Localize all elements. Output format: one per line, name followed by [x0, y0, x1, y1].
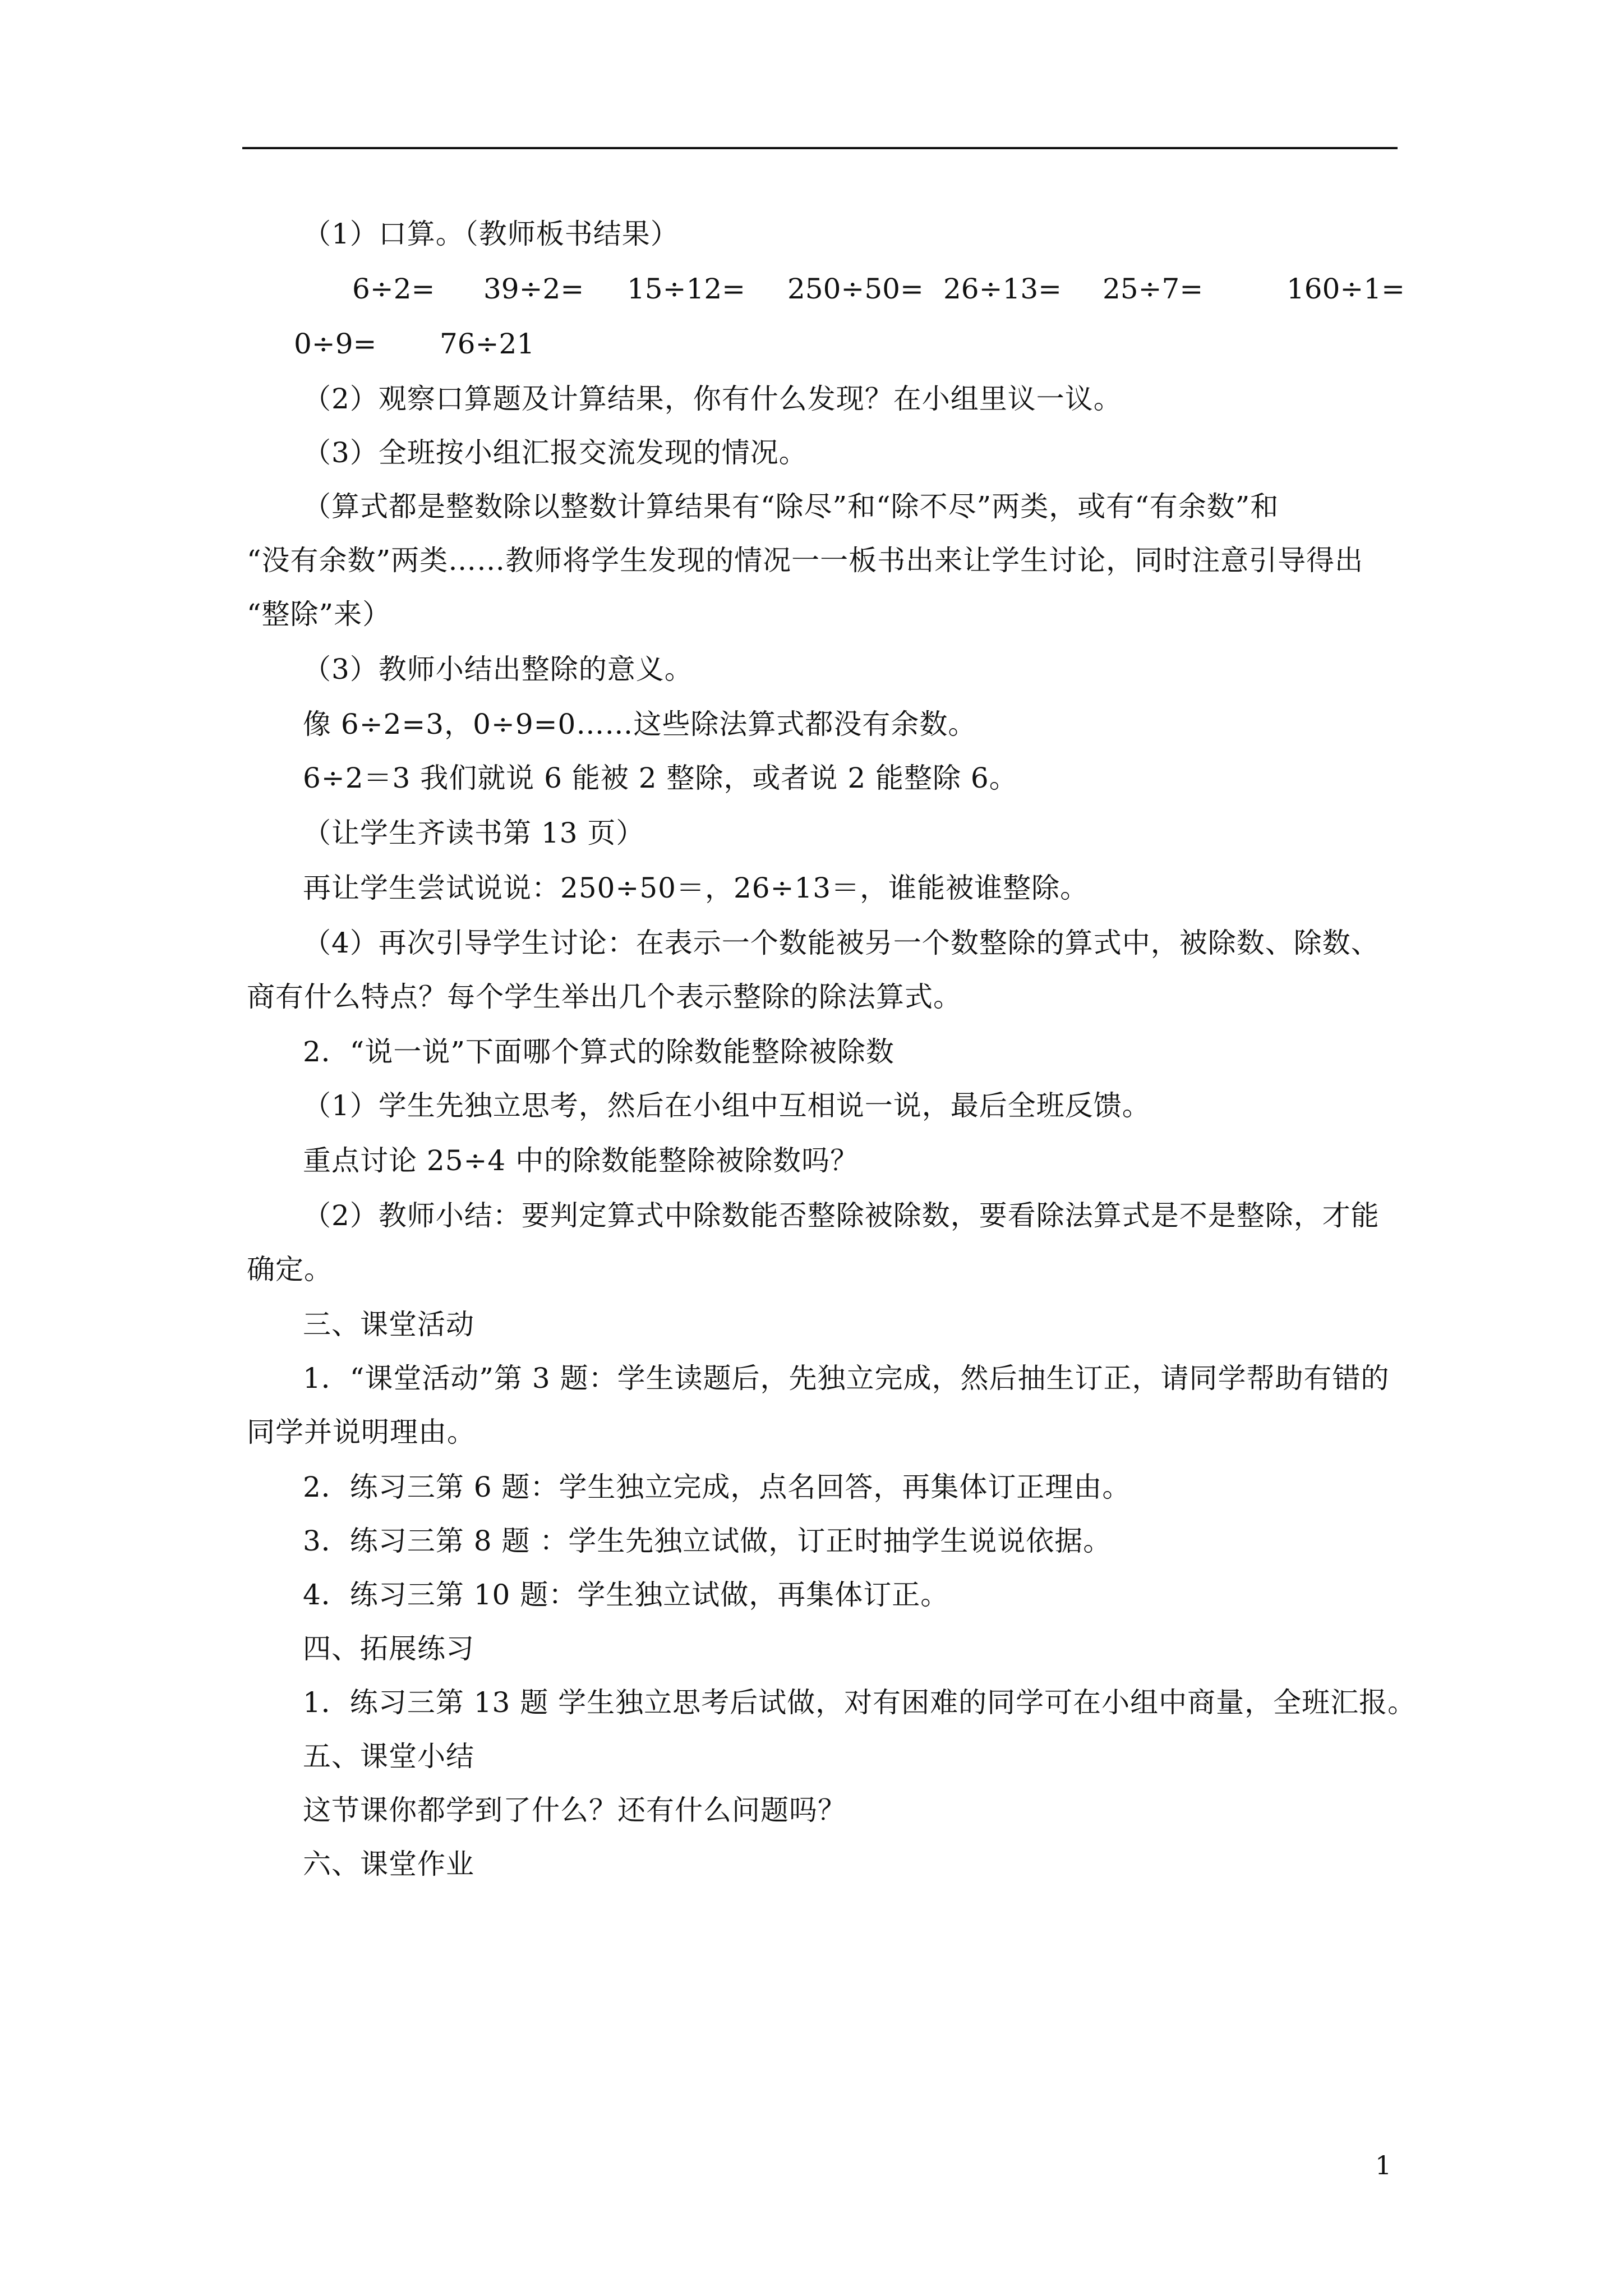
- text-line: （3）教师小结出整除的意义。: [303, 653, 693, 685]
- section-heading: 五、课堂小结: [303, 1740, 474, 1773]
- text-line: （2）教师小结：要判定算式中除数能否整除被除数，要看除法算式是不是整除，才能: [303, 1199, 1380, 1232]
- oral-expression: 76÷21: [440, 328, 535, 360]
- text-line: （2）观察口算题及计算结果，你有什么发现？在小组里议一议。: [303, 383, 1122, 415]
- text-line: （1）学生先独立思考，然后在小组中互相说一说，最后全班反馈。: [303, 1089, 1151, 1122]
- text-line: （3）全班按小组汇报交流发现的情况。: [303, 436, 808, 469]
- page-number: 1: [1375, 2150, 1392, 2180]
- text-line: （4）再次引导学生讨论：在表示一个数能被另一个数整除的算式中，被除数、除数、: [303, 927, 1380, 959]
- text-line: 2．“说一说”下面哪个算式的除数能整除被除数: [303, 1036, 895, 1068]
- section-heading: 六、课堂作业: [303, 1848, 474, 1880]
- text-line: （1）口算。（教师板书结果）: [303, 218, 679, 250]
- text-line: （让学生齐读书第 13 页）: [303, 817, 645, 849]
- text-line: 1．“课堂活动”第 3 题：学生读题后，先独立完成，然后抽生订正，请同学帮助有错的: [303, 1362, 1390, 1395]
- text-line: 商有什么特点？每个学生举出几个表示整除的除法算式。: [247, 981, 962, 1013]
- oral-expression: 0÷9=: [294, 328, 377, 360]
- oral-expression: 25÷7=: [1103, 273, 1204, 305]
- section-heading: 四、拓展练习: [303, 1632, 474, 1665]
- oral-expression: 39÷2=: [483, 273, 584, 305]
- text-line: 4．练习三第 10 题：学生独立试做，再集体订正。: [303, 1579, 949, 1611]
- text-line: 重点讨论 25÷4 中的除数能整除被除数吗？: [303, 1144, 859, 1177]
- text-line: 这节课你都学到了什么？还有什么问题吗？: [303, 1794, 846, 1826]
- oral-expression: 160÷1=: [1287, 273, 1405, 305]
- text-line: 1．练习三第 13 题 学生独立思考后试做，对有困难的同学可在小组中商量，全班汇报。: [303, 1686, 1417, 1719]
- text-line: 2．练习三第 6 题：学生独立完成，点名回答，再集体订正理由。: [303, 1471, 1131, 1503]
- text-line: 再让学生尝试说说：250÷50＝，26÷13＝，谁能被谁整除。: [303, 872, 1089, 904]
- oral-expression: 26÷13=: [943, 273, 1062, 305]
- text-line: “整除”来）: [247, 598, 391, 631]
- section-heading: 三、课堂活动: [303, 1308, 474, 1341]
- text-line: 3．练习三第 8 题 ：学生先独立试做，订正时抽学生说说依据。: [303, 1525, 1112, 1557]
- oral-expression: 6÷2=: [352, 273, 435, 305]
- text-line: 像 6÷2=3，0÷9=0……这些除法算式都没有余数。: [303, 708, 977, 740]
- oral-expression: 15÷12=: [627, 273, 746, 305]
- text-line: 确定。: [247, 1253, 333, 1286]
- text-line: （算式都是整数除以整数计算结果有“除尽”和“除不尽”两类，或有“有余数”和: [303, 490, 1279, 523]
- text-line: 同学并说明理由。: [247, 1416, 476, 1448]
- text-line: “没有余数”两类……教师将学生发现的情况一一板书出来让学生讨论，同时注意引导得出: [247, 544, 1364, 577]
- text-line: 6÷2＝3 我们就说 6 能被 2 整除，或者说 2 能整除 6。: [303, 762, 1018, 794]
- oral-expression: 250÷50=: [787, 273, 924, 305]
- header-rule: [242, 147, 1398, 149]
